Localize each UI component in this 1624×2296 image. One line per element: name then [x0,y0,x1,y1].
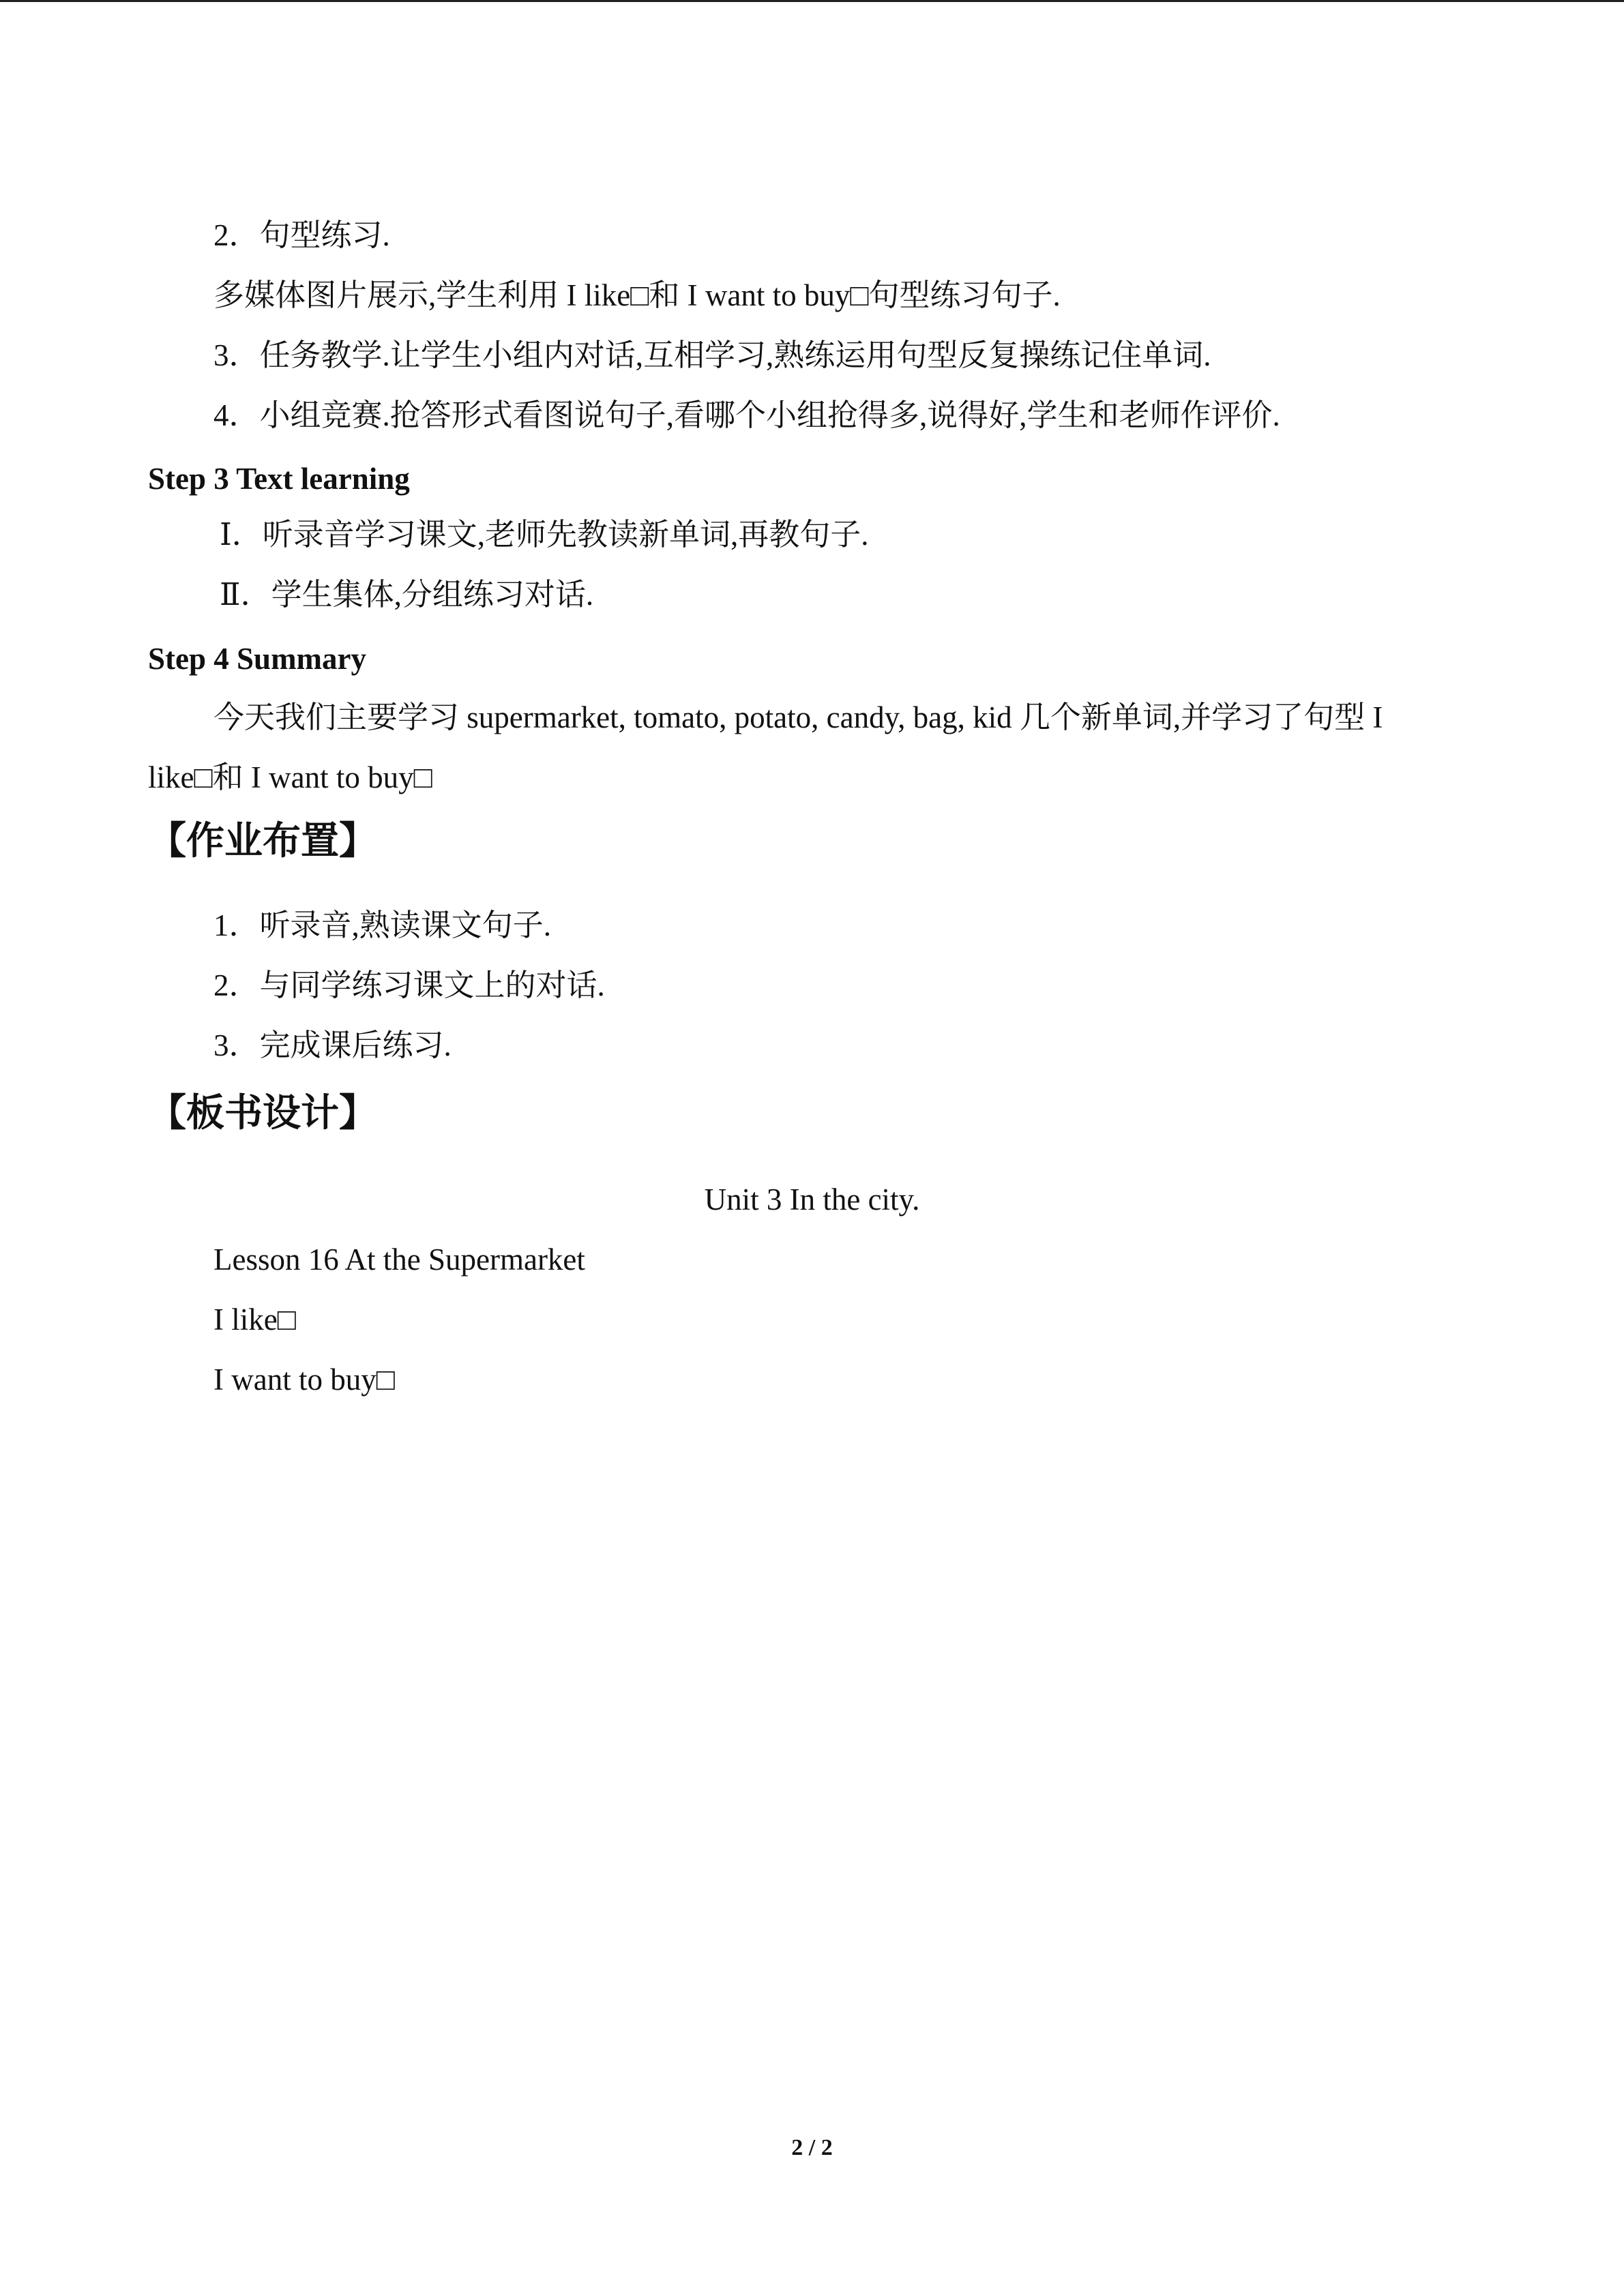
board-design-heading: 【板书设计】 [148,1091,377,1135]
summary-line-2: like□和 I want to buy□ [148,760,432,794]
board-pattern-1: I like□ [213,1302,296,1337]
homework-item-3: 3．完成课后练习. [213,1028,452,1062]
homework-heading: 【作业布置】 [148,819,377,863]
paragraph-multimedia: 多媒体图片展示,学生利用 I like□和 I want to buy□句型练习句子. [213,278,1061,312]
homework-item-2: 2．与同学练习课文上的对话. [213,968,605,1002]
step4-heading: Step 4 Summary [148,642,367,676]
step3-item-1: Ⅰ．听录音学习课文,老师先教读新单词,再教句子. [220,518,869,552]
step3-heading: Step 3 Text learning [148,462,410,496]
paragraph-group-contest: 4．小组竞赛.抢答形式看图说句子,看哪个小组抢得多,说得好,学生和老师作评价. [213,398,1280,432]
homework-item-1: 1．听录音,熟读课文句子. [213,908,552,942]
summary-line-1: 今天我们主要学习 supermarket, tomato, potato, candy, bag, kid 几个新单词,并学习了句型 I [213,700,1383,734]
paragraph-task-teaching: 3．任务教学.让学生小组内对话,互相学习,熟练运用句型反复操练记住单词. [213,338,1211,372]
step3-item-2: Ⅱ．学生集体,分组练习对话. [220,578,594,612]
board-unit-title: Unit 3 In the city. [704,1182,920,1217]
board-pattern-2: I want to buy□ [213,1362,395,1397]
paragraph-sentence-practice: 2．句型练习. [213,218,390,252]
board-lesson-title: Lesson 16 At the Supermarket [213,1242,585,1277]
page-number: 2 / 2 [791,2135,833,2160]
page-top-border [0,0,1624,2]
